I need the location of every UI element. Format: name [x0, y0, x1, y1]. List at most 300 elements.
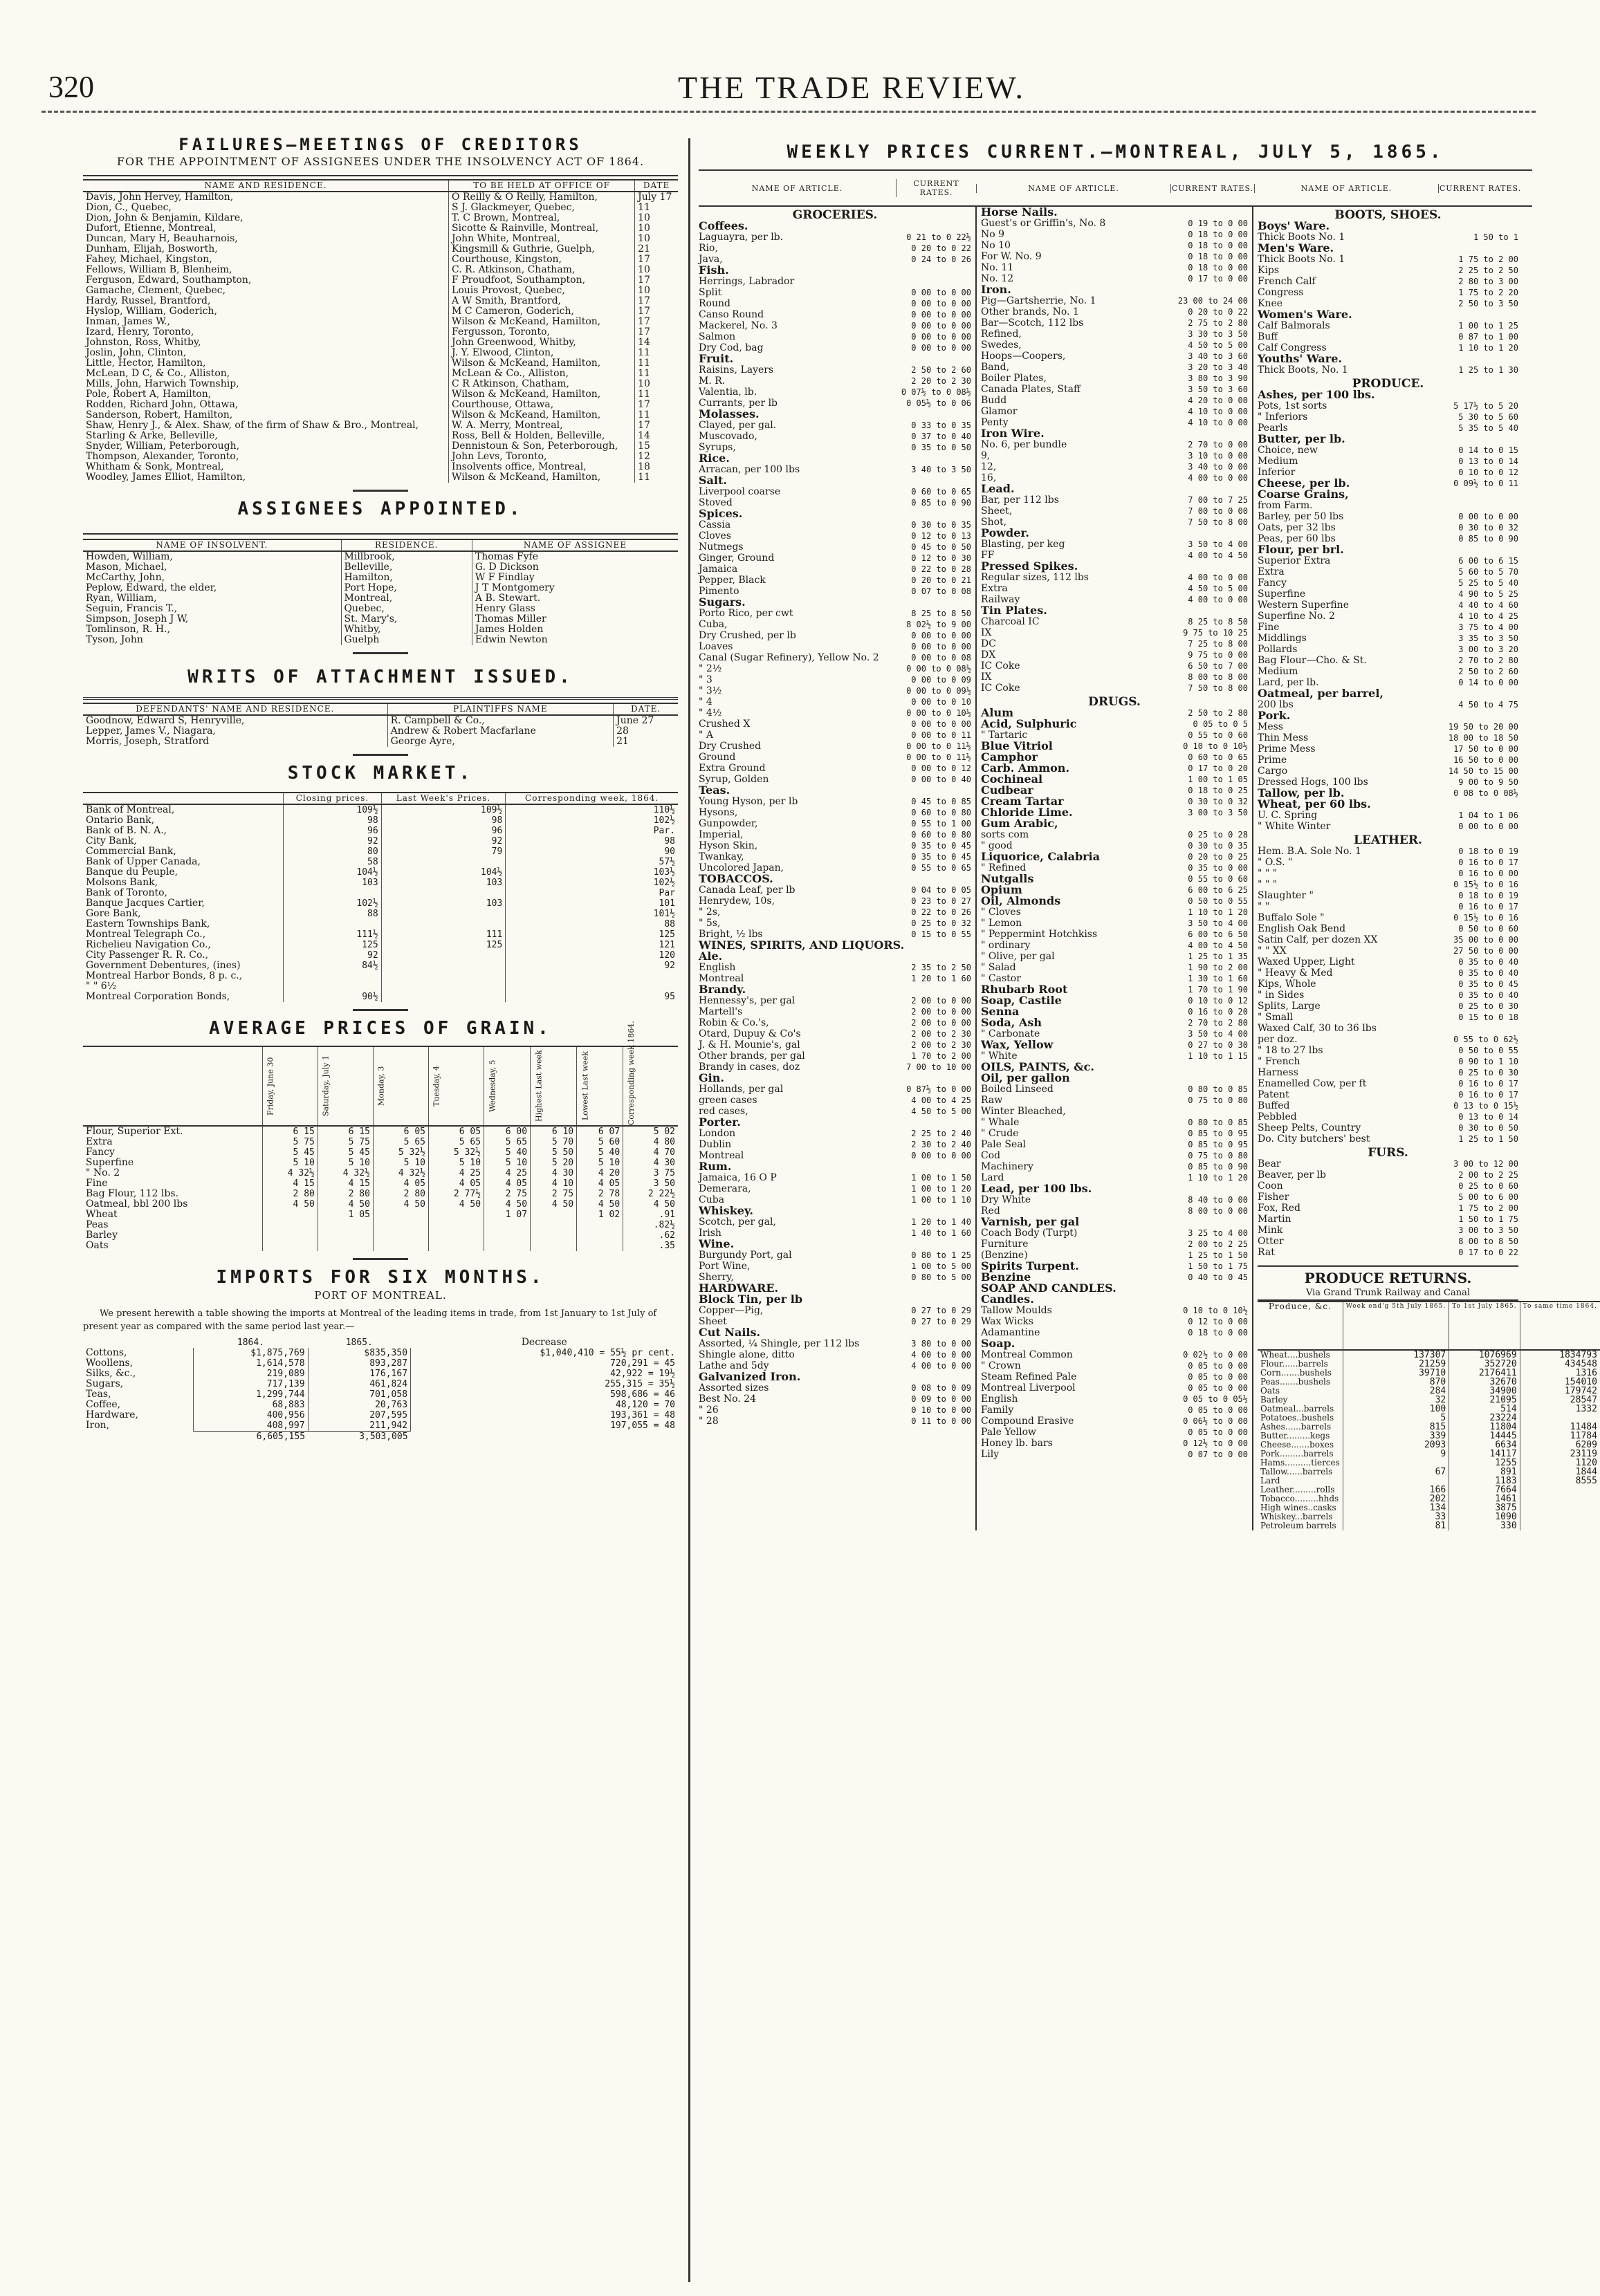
table-cell: 103 [284, 878, 381, 888]
item-name: Wine. [699, 1237, 735, 1250]
table-cell: 5 32½ [428, 1147, 484, 1158]
item-name: Ale. [699, 950, 723, 963]
table-cell: 4 15 [318, 1178, 373, 1189]
table-cell: Par. [506, 826, 678, 836]
item-rate: 3 80 to 3 90 [1188, 373, 1248, 383]
table-row [83, 1348, 678, 1358]
table-cell: Lepper, James V., Niagara, [86, 725, 216, 737]
table-cell: $1,040,410 = 55½ pr cent. [411, 1348, 678, 1358]
item-name: Acid, Sulphuric [981, 717, 1077, 730]
item-name: Medium [1258, 666, 1298, 677]
item-rate: 0 05 to 0 00 [1188, 1427, 1248, 1437]
item-name: Porter. [699, 1115, 741, 1129]
price-subheading [1258, 434, 1518, 445]
table-cell: 17 [635, 306, 678, 317]
item-name: Spices. [699, 507, 743, 520]
table-cell: Davis, John Hervey, Hamilton, [86, 192, 234, 203]
item-name: Martin [1258, 1214, 1291, 1225]
item-name: Inferior [1258, 467, 1296, 478]
produce-returns-title: PRODUCE RETURNS. [1304, 1270, 1472, 1286]
item-name: Ginger, Ground [699, 553, 775, 564]
table-cell: 717,139 [194, 1379, 308, 1389]
table-cell: Tomlinson, R. H., [86, 624, 171, 635]
price-item [981, 229, 1248, 240]
item-rate: 4 10 to 0 00 [1188, 407, 1248, 416]
table-cell: Pole, Robert A, Hamilton, [86, 389, 212, 400]
item-rate: 4 00 to 0 00 [1188, 595, 1248, 604]
item-name: Loaves [699, 641, 733, 652]
table-cell: 21095 [1449, 1396, 1520, 1405]
table-cell: 1316 [1520, 1369, 1600, 1378]
table-cell: Bag Flour, 112 lbs. [86, 1188, 178, 1199]
table-cell: 6 10 [531, 1126, 577, 1137]
stock-title: STOCK MARKET. [287, 763, 474, 784]
table-cell: 4 05 [428, 1178, 484, 1189]
table-cell: 154010 [1520, 1378, 1600, 1387]
table-cell: 598,686 = 46 [411, 1389, 678, 1400]
item-rate: 2 50 to 2 60 [1458, 667, 1518, 676]
table-cell: 102½ [284, 898, 381, 909]
price-subheading [699, 453, 971, 464]
table-cell: 90 [506, 846, 678, 857]
item-name: Tallow, per lb. [1258, 786, 1345, 799]
table-cell: A W Smith, Brantford, [449, 296, 635, 306]
table-cell: 6209 [1520, 1441, 1600, 1450]
item-name: Rio, [699, 243, 718, 254]
table-row [83, 635, 678, 645]
table-row [83, 1358, 678, 1369]
table-cell: Montreal, [341, 593, 472, 604]
item-rate: 0 55 to 1 00 [911, 819, 971, 828]
table-cell: Barley [86, 1230, 118, 1241]
item-name: English Oak Bend [1258, 923, 1346, 934]
table-cell: 57½ [506, 857, 678, 867]
item-rate: 0 10 to 0 00 [911, 1405, 971, 1415]
item-rate: 0 30 to 0 35 [911, 520, 971, 530]
table-cell: 815 [1343, 1423, 1449, 1432]
item-name: Boys' Ware. [1258, 219, 1330, 232]
item-name: Pressed Spikes. [981, 559, 1078, 573]
price-item [1258, 622, 1518, 633]
price-item [981, 1316, 1248, 1327]
table-cell: 121 [506, 940, 678, 950]
item-rate: 0 18 to 0 00 [1188, 1328, 1248, 1337]
item-rate: 0 85 to 0 95 [1188, 1140, 1248, 1149]
table-row [83, 203, 678, 213]
price-item [981, 672, 1248, 683]
price-item [1258, 600, 1518, 611]
price-item [1258, 511, 1518, 522]
category-heading: DRUGS. [1088, 695, 1141, 709]
item-rate: 0 16 to 0 17 [1458, 902, 1518, 911]
item-rate: 0 00 to 0 00 [1458, 512, 1518, 521]
item-name: Gunpowder, [699, 818, 758, 829]
item-name: Muscovado, [699, 431, 757, 442]
item-name: London [699, 1128, 736, 1139]
table-row [83, 213, 678, 223]
item-rate: 0 09 to 0 00 [911, 1394, 971, 1404]
table-cell: 15 [635, 441, 678, 452]
price-subheading [699, 951, 971, 962]
item-rate: 0 00 to 0 11 [911, 730, 971, 740]
table-row [83, 265, 678, 275]
item-rate: 0 02½ to 0 00 [1183, 1350, 1248, 1360]
item-name: Pots, 1st sorts [1258, 400, 1327, 411]
item-name: Thick Boots No. 1 [1258, 254, 1345, 265]
item-name: Boiler Plates, [981, 373, 1047, 384]
table-row [83, 940, 678, 950]
table-cell: Peplow, Edward, the elder, [86, 582, 217, 593]
table-cell: 5 [1343, 1414, 1449, 1423]
table-cell [262, 1230, 318, 1241]
table-cell: 4 50 [577, 1199, 623, 1210]
price-item [981, 295, 1248, 306]
price-item [981, 638, 1248, 649]
table-cell: Oats [1260, 1386, 1280, 1396]
table-cell: Joslin, John, Clinton, [86, 347, 187, 358]
item-name: Hollands, per gal [699, 1084, 784, 1095]
item-name: Band, [981, 362, 1010, 373]
table-cell: 2 75 [531, 1189, 577, 1199]
table-cell: Montreal Harbor Bonds, 8 p. c., [86, 970, 243, 981]
price-item [981, 362, 1248, 373]
item-name: Varnish, per gal [981, 1215, 1080, 1228]
price-item [981, 1438, 1248, 1449]
table-cell: G. D Dickson [472, 562, 678, 573]
price-subheading [1258, 309, 1518, 320]
price-item [981, 1128, 1248, 1139]
item-rate: 0 19 to 0 00 [1188, 219, 1248, 228]
item-name: Teas. [699, 784, 730, 797]
item-name: Peas, per 60 lbs [1258, 533, 1336, 544]
table-row [83, 1210, 678, 1220]
table-cell: Goodnow, Edward S, Henryville, [86, 715, 245, 726]
table-cell: 4 50 [373, 1199, 428, 1210]
item-name: Sheet, [981, 506, 1013, 517]
table-cell: 5 65 [484, 1137, 531, 1147]
table-cell: Johnston, Ross, Whitby, [86, 337, 201, 348]
price-subheading [699, 353, 971, 364]
table-cell: 11 [635, 389, 678, 400]
table-cell: Whitham & Sonk, Montreal, [86, 461, 224, 472]
item-rate: 4 00 to 0 00 [1188, 473, 1248, 483]
assignees-title: ASSIGNEES APPOINTED. [237, 499, 524, 519]
price-item [699, 1028, 971, 1039]
table-row [83, 815, 678, 826]
item-name: Canada Plates, Staff [981, 384, 1081, 395]
item-name: Dry Cod, bag [699, 342, 764, 353]
price-item [1258, 1181, 1518, 1192]
table-cell: 23119 [1520, 1450, 1600, 1459]
page-title: THE TRADE REVIEW. [678, 70, 1026, 105]
item-name: J. & H. Mounie's, gal [699, 1039, 800, 1050]
col-header: Last Week's Prices. [381, 793, 506, 804]
table-cell: 870 [1343, 1378, 1449, 1387]
imports-intro: We present herewith a table showing the imports at Montreal of the leading items in trade, from 1st January to 1st July of present year as compared with the same period last year.— [83, 1308, 657, 1332]
category-heading: BOOTS, SHOES. [1334, 208, 1442, 222]
table-cell: 12 [635, 452, 678, 462]
item-name: Butter, per lb. [1258, 432, 1345, 445]
price-subheading [699, 1239, 971, 1250]
price-subheading [981, 818, 1248, 829]
price-item [699, 331, 971, 342]
item-rate: 1 00 to 1 50 [911, 1173, 971, 1183]
item-name: No 10 [981, 240, 1011, 251]
item-rate: 1 20 to 1 40 [911, 1217, 971, 1227]
item-rate: 0 18 to 0 00 [1188, 241, 1248, 250]
table-cell: 461,824 [308, 1379, 410, 1389]
item-rate: 0 13 to 0 15½ [1453, 1101, 1518, 1111]
item-name: Mess [1258, 721, 1283, 732]
item-name: Fish. [699, 263, 729, 277]
table-cell: Ontario Bank, [86, 815, 155, 826]
table-cell: McCarthy, John, [86, 572, 165, 583]
item-rate: 2 70 to 2 80 [1188, 1018, 1248, 1028]
item-rate: 0 55 to 0 60 [1188, 730, 1248, 740]
price-item [699, 1382, 971, 1394]
table-cell: 4 05 [373, 1178, 428, 1189]
price-subheading [699, 1294, 971, 1305]
item-rate: 0 09½ to 0 11 [1453, 479, 1518, 488]
table-cell: Flour......barrels [1260, 1359, 1328, 1369]
table-row [83, 296, 678, 306]
item-name: English [699, 962, 736, 973]
item-rate: 0 12½ to 0 00 [1183, 1438, 1248, 1448]
item-name: " Olive, per gal [981, 951, 1055, 962]
item-rate: 2 50 to 2 60 [911, 365, 971, 375]
table-cell: Wilson & McKeand, Hamilton, [449, 410, 635, 420]
table-cell: 4 80 [623, 1137, 678, 1147]
item-name: Winter Bleached, [981, 1106, 1066, 1117]
table-cell: 6 15 [318, 1126, 373, 1137]
price-item [1258, 265, 1518, 276]
item-name: Stoved [699, 497, 733, 508]
item-rate: 2 00 to 2 30 [911, 1040, 971, 1050]
table-cell: 219,089 [194, 1369, 308, 1379]
item-rate: 2 70 to 2 80 [1458, 656, 1518, 665]
item-name: " " [1258, 901, 1270, 912]
table-cell: Bank of Upper Canada, [86, 856, 201, 867]
item-rate: 0 20 to 0 25 [1188, 852, 1248, 862]
price-item [981, 1084, 1248, 1095]
item-name: Pebbled [1258, 1111, 1297, 1122]
item-name: Hem. B.A. Sole No. 1 [1258, 846, 1361, 857]
item-rate: 1 75 to 2 00 [1458, 1203, 1518, 1213]
table-cell: Howden, William, [86, 551, 173, 562]
table-row [83, 898, 678, 909]
item-rate: 0 80 to 0 85 [1188, 1084, 1248, 1094]
table-cell: T. C Brown, Montreal, [449, 213, 635, 223]
item-name: Splits, Large [1258, 1001, 1321, 1012]
table-row [83, 878, 678, 888]
item-rate: 1 40 to 1 60 [911, 1228, 971, 1238]
price-item [699, 685, 971, 696]
item-name: Cudbear [981, 784, 1033, 797]
item-name: Kips, Whole [1258, 979, 1316, 990]
price-item [699, 1228, 971, 1239]
price-item [981, 1427, 1248, 1438]
col-header: CURRENT RATES. [1439, 183, 1522, 193]
col-header: CURRENT RATES. [1171, 183, 1254, 193]
col-header: 1864. [237, 1337, 265, 1348]
table-cell: 2 80 [373, 1189, 428, 1199]
item-name: Scotch, per gal, [699, 1216, 776, 1228]
item-name: " Whale [981, 1117, 1020, 1128]
item-rate: 9 75 to 10 25 [1183, 628, 1248, 638]
table-cell: Tobacco.........hhds [1260, 1494, 1339, 1503]
table-row [83, 410, 678, 420]
item-rate: 2 30 to 2 40 [911, 1140, 971, 1149]
table-cell: 1 07 [484, 1210, 531, 1220]
table-cell: 88 [284, 909, 381, 919]
price-item [981, 929, 1248, 940]
table-row [83, 431, 678, 441]
price-item [1258, 1214, 1518, 1225]
item-name: Rice. [699, 452, 730, 465]
item-name: Machinery [981, 1161, 1033, 1172]
item-name: Compound Erasive [981, 1416, 1074, 1427]
table-cell: 92 [284, 950, 381, 961]
item-rate: 0 27 to 0 29 [911, 1306, 971, 1315]
item-rate: 0 27 to 0 29 [911, 1317, 971, 1326]
table-cell: 6 00 [484, 1126, 531, 1137]
item-rate: 4 90 to 5 25 [1458, 589, 1518, 599]
item-rate: 0 20 to 0 22 [911, 243, 971, 253]
table-cell: Millbrook, [341, 551, 472, 562]
item-name: from Farm. [1258, 500, 1313, 511]
item-name: Demerara, [699, 1183, 751, 1194]
item-name: Hysons, [699, 807, 738, 818]
table-cell: 4 05 [577, 1178, 623, 1189]
item-name: Sheep Pelts, Country [1258, 1122, 1361, 1133]
item-rate: 8 02½ to 9 00 [906, 620, 971, 629]
item-name: sorts com [981, 829, 1029, 840]
item-rate: 0 10 to 0 12 [1188, 996, 1248, 1006]
price-item [699, 1172, 971, 1183]
table-cell: Dunham, Elijah, Bosworth, [86, 243, 218, 254]
item-rate: 2 50 to 3 50 [1458, 299, 1518, 308]
table-row [83, 1147, 678, 1158]
table-row [83, 1168, 678, 1178]
item-rate: 0 24 to 0 26 [911, 254, 971, 264]
table-cell: C R Atkinson, Chatham, [449, 379, 635, 389]
table-cell: 3875 [1449, 1503, 1520, 1512]
item-name: Canal (Sugar Refinery), Yellow No. 2 [699, 652, 879, 663]
item-name: Cod [981, 1150, 1001, 1161]
item-name: Soda, Ash [981, 1016, 1042, 1029]
price-item [1258, 721, 1518, 732]
table-cell [284, 919, 381, 929]
item-name: Otard, Dupuy & Co's [699, 1028, 801, 1039]
price-item [1258, 1089, 1518, 1100]
item-rate: 0 16 to 0 17 [1458, 1090, 1518, 1100]
item-name: Railway [981, 594, 1020, 605]
grain-title: AVERAGE PRICES OF GRAIN. [209, 1018, 552, 1039]
table-cell: 4 50 [262, 1199, 318, 1210]
table-cell: 7664 [1449, 1485, 1520, 1494]
price-item [1258, 901, 1518, 912]
item-name: Uncolored Japan, [699, 862, 784, 873]
price-item [699, 719, 971, 730]
price-item [981, 1095, 1248, 1106]
table-cell: McLean, D C, & Co., Alliston, [86, 368, 230, 379]
item-name: Buffalo Sole " [1258, 912, 1325, 923]
item-rate: 0 45 to 0 85 [911, 797, 971, 806]
table-cell: Fahey, Michael, Kingston, [86, 254, 212, 265]
item-rate: 0 00 to 0 08 [911, 653, 971, 663]
table-cell: 5 10 [373, 1158, 428, 1168]
price-item [1258, 287, 1518, 298]
table-cell: Courthouse, Ottawa, [449, 400, 635, 410]
item-rate: 3 00 to 3 50 [1188, 808, 1248, 817]
table-cell: 21259 [1343, 1360, 1449, 1369]
table-row [83, 562, 678, 573]
table-cell: 330 [1449, 1521, 1520, 1530]
table-cell: 5 65 [428, 1137, 484, 1147]
item-name: Robin & Co.'s, [699, 1017, 769, 1028]
item-name: Penty [981, 417, 1009, 428]
table-cell: 166 [1343, 1485, 1449, 1494]
table-cell: 90½ [284, 992, 381, 1002]
item-name: Kips [1258, 265, 1280, 276]
item-rate: 0 80 to 0 85 [1188, 1118, 1248, 1127]
item-rate: 1 50 to 1 75 [1458, 1214, 1518, 1224]
item-rate: 1 25 to 1 35 [1188, 952, 1248, 961]
table-cell: 2 77½ [428, 1189, 484, 1199]
table-cell: 1461 [1449, 1494, 1520, 1503]
item-name: Soap. [981, 1337, 1015, 1350]
table-cell: 8555 [1520, 1476, 1600, 1485]
price-item [1258, 699, 1518, 710]
item-name: Brandy in cases, doz [699, 1062, 800, 1073]
price-item [699, 918, 971, 929]
table-cell: 80 [284, 846, 381, 857]
failures-title: FAILURES—MEETINGS OF CREDITORS [178, 135, 582, 154]
item-name: Shingle alone, ditto [699, 1349, 795, 1360]
table-cell: Leather.........rolls [1260, 1485, 1335, 1494]
table-row [83, 286, 678, 296]
table-cell [428, 1241, 484, 1251]
item-rate: 0 00 to 0 10 [911, 697, 971, 707]
table-cell: 10 [635, 213, 678, 223]
table-cell: John White, Montreal, [449, 234, 635, 244]
item-name: " Castor [981, 973, 1021, 984]
table-cell: 4 05 [484, 1178, 531, 1189]
table-cell [1520, 1503, 1600, 1512]
item-name: Cuba, [699, 619, 728, 630]
item-rate: 0 50 to 0 55 [1188, 896, 1248, 906]
item-rate: 0 23 to 0 27 [911, 896, 971, 906]
price-item [699, 530, 971, 541]
table-cell: 4 30 [623, 1158, 678, 1168]
table-row [1258, 1350, 1600, 1360]
price-item [1258, 821, 1518, 832]
price-item [699, 364, 971, 376]
price-item [981, 1150, 1248, 1161]
item-rate: 0 37 to 0 40 [911, 432, 971, 441]
table-row [83, 614, 678, 624]
item-rate: 3 00 to 3 50 [1458, 1225, 1518, 1235]
price-item [1258, 276, 1518, 287]
item-rate: 0 30 to 0 35 [1188, 841, 1248, 851]
price-subheading [981, 428, 1248, 439]
price-item [699, 464, 971, 475]
item-rate: 23 00 to 24 00 [1177, 296, 1248, 306]
item-name: Calf Balmorals [1258, 320, 1330, 331]
table-row [83, 234, 678, 244]
table-cell: 4 30 [531, 1168, 577, 1178]
top-divider [42, 111, 1536, 113]
